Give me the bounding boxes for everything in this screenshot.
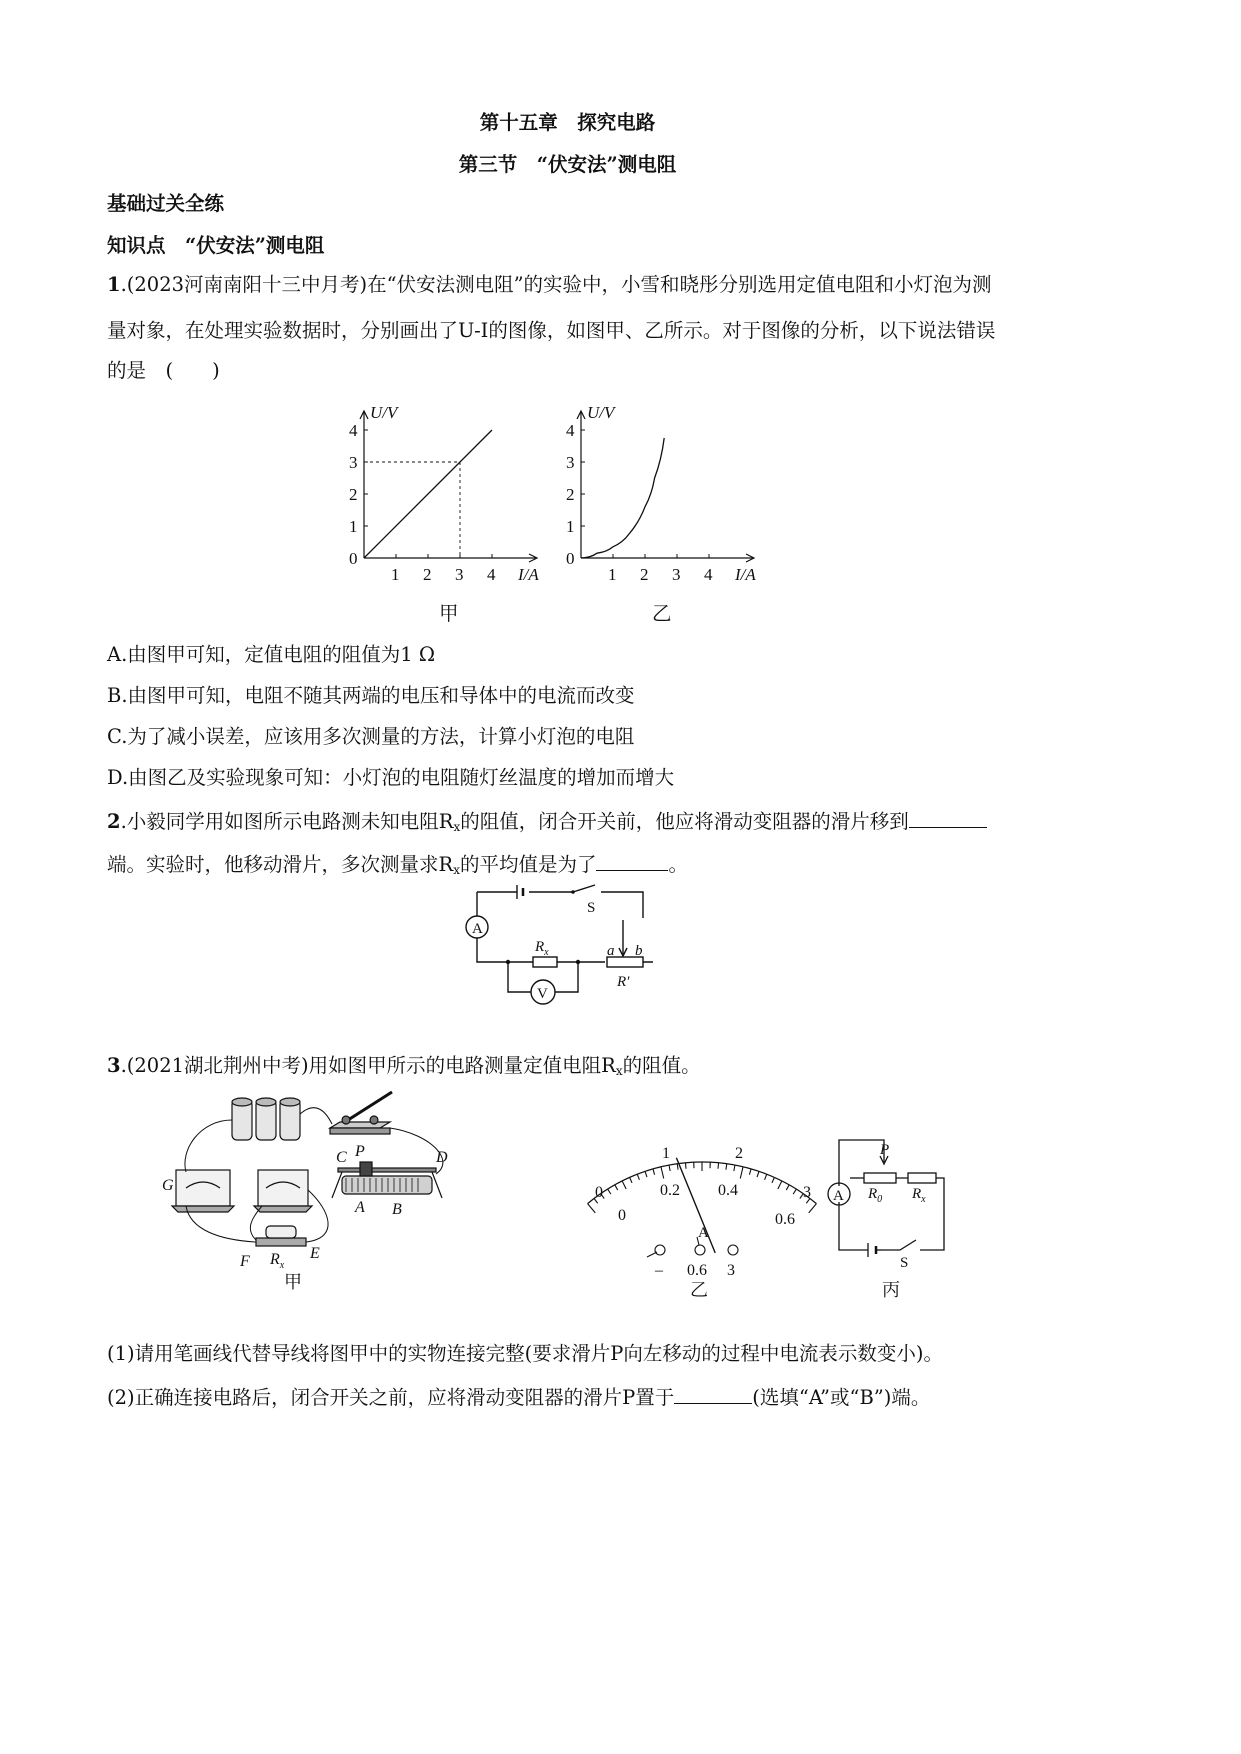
yi-y-tick-label: 1 <box>566 517 575 536</box>
dial-tick <box>757 1171 759 1177</box>
dial-tick <box>677 1164 678 1170</box>
dial-terminals <box>647 1237 738 1257</box>
dial-tick <box>809 1204 817 1213</box>
jia-label-e: E <box>310 1245 320 1262</box>
yi-caption: 乙 <box>690 1280 708 1300</box>
meter-e <box>254 1170 312 1212</box>
q2-text-1: .小毅同学用如图所示电路测未知电阻R <box>120 810 454 833</box>
jia-label-b: B <box>392 1201 402 1218</box>
q3-fig-bing <box>820 1130 960 1300</box>
dial-tick <box>653 1169 655 1175</box>
dial-tick <box>661 1167 664 1179</box>
q1-option-b: B.由图甲可知，电阻不随其两端的电压和导体中的电流而改变 <box>107 684 635 707</box>
dial-tick <box>608 1189 611 1194</box>
chart-jia <box>330 400 560 630</box>
q2-line2 <box>107 852 688 876</box>
q1-option-a: A.由图甲可知，定值电阻的阻值为1 Ω <box>107 643 436 666</box>
q3-number: 3 <box>107 1054 121 1077</box>
jia-y-tick-label: 1 <box>349 517 358 536</box>
q2-voltmeter-label: V <box>537 986 548 1002</box>
chapter-title: 第十五章 探究电路 <box>479 111 656 134</box>
bing-r0-letter: R <box>868 1186 878 1202</box>
dial-tick <box>726 1164 727 1170</box>
q3-sub2-a: (2)正确连接电路后，闭合开关之前，应将滑动变阻器的滑片P置于 <box>107 1386 675 1409</box>
dial-tick <box>630 1177 632 1182</box>
dial-top-3: 3 <box>803 1184 811 1201</box>
junction-left <box>506 960 510 964</box>
q2-rx-sub: x <box>544 947 549 958</box>
jia-y-tick-label: 4 <box>349 421 358 440</box>
q3-sub2 <box>107 1385 930 1408</box>
q1-text-1: .(2023河南南阳十三中月考)在“伏安法测电阻”的实验中，小雪和晓彤分别选用定值电阻和小灯泡为测 <box>120 273 992 296</box>
switch-pivot <box>571 890 575 894</box>
battery-pack <box>232 1098 300 1140</box>
q2-slider-label: R′ <box>617 974 630 990</box>
dial-terminal-minus: – <box>655 1262 663 1279</box>
dial-tick <box>778 1181 782 1189</box>
bing-caption: 丙 <box>882 1280 900 1300</box>
jia-series-line <box>364 430 492 558</box>
rheostat <box>332 1162 442 1198</box>
q2-blank-1[interactable] <box>909 809 987 828</box>
section-title: 第三节 “伏安法”测电阻 <box>458 153 677 176</box>
bing-rx <box>908 1173 936 1183</box>
dial-tick <box>615 1185 618 1190</box>
q2-a-label: a <box>607 943 615 959</box>
jia-label-f: F <box>240 1253 250 1270</box>
jia-x-tick-label: 1 <box>391 565 400 584</box>
switch-blade <box>573 885 595 892</box>
q1-line2: 量对象，在处理实验数据时，分别画出了U-I的图像，如图甲、乙所示。对于图像的分析，以下说法错误 <box>107 319 996 342</box>
q3-sub2-b: (选填“A”或“B”)端。 <box>752 1386 931 1409</box>
yi-y-tick-label: 2 <box>566 485 575 504</box>
bing-r0-label <box>867 1186 882 1205</box>
dial-tick <box>669 1165 670 1171</box>
jia-label-g: G <box>162 1177 174 1194</box>
dial-tick <box>786 1185 789 1190</box>
dial-top-1: 1 <box>662 1145 670 1162</box>
bing-rx-sub: x <box>921 1194 926 1205</box>
chart-yi <box>547 400 777 630</box>
q1-option-c: C.为了减小误差，应该用多次测量的方法，计算小灯泡的电阻 <box>107 725 635 748</box>
q3-line1 <box>107 1056 701 1077</box>
rx-resistor <box>533 957 557 967</box>
q2-ammeter-label: A <box>472 921 483 937</box>
q3-sub-1: x <box>615 1064 623 1078</box>
dial-bottom-06: 0.6 <box>775 1211 795 1228</box>
q1-number: 1 <box>107 273 121 296</box>
dial-tick <box>622 1181 626 1189</box>
jia-origin-label: 0 <box>349 549 358 568</box>
jia-x-label: I/A <box>518 565 539 584</box>
jia-label-p: P <box>355 1143 365 1160</box>
yi-y-label: U/V <box>587 403 615 422</box>
q2-line1 <box>107 809 987 833</box>
q2-text-2b: 的平均值是为了 <box>459 853 597 876</box>
q2-rx-letter: R <box>535 939 545 955</box>
dial-tick <box>749 1169 751 1175</box>
jia-label-c: C <box>336 1149 347 1166</box>
bing-ammeter-label: A <box>833 1188 844 1204</box>
dial-terminal-3: 3 <box>727 1262 735 1279</box>
jia-r-letter: R <box>270 1251 280 1268</box>
q2-text-2c: 。 <box>668 853 688 876</box>
practice-heading: 基础过关全练 <box>107 192 225 215</box>
q2-rx-label <box>534 939 549 958</box>
q2-text-1b: 的阻值，闭合开关前，他应将滑动变阻器的滑片移到 <box>460 810 909 833</box>
jia-x-tick-label: 2 <box>423 565 432 584</box>
chart-yi-caption: 乙 <box>652 602 672 625</box>
knowledge-heading: 知识点 “伏安法”测电阻 <box>107 234 325 257</box>
q3-sub1: (1)请用笔画线代替导线将图甲中的实物连接完整(要求滑片P向左移动的过程中电流表示数变小)。 <box>107 1342 943 1365</box>
yi-x-tick-label: 3 <box>672 565 681 584</box>
q3-blank[interactable] <box>674 1385 752 1404</box>
jia-y-label: U/V <box>370 403 398 422</box>
yi-x-label: I/A <box>735 565 756 584</box>
q2-sub-1: x <box>453 820 461 834</box>
bing-p-label: P <box>880 1142 890 1158</box>
dial-tick <box>740 1167 743 1179</box>
q2-blank-2[interactable] <box>596 852 668 871</box>
yi-y-tick-label: 4 <box>566 421 575 440</box>
knife-switch <box>330 1092 392 1134</box>
jia-label-r <box>269 1251 285 1271</box>
dial-bottom-04: 0.4 <box>718 1182 738 1199</box>
jia-r-sub: x <box>279 1260 285 1271</box>
dial-inner-zero: 0 <box>618 1207 626 1224</box>
dial-needle <box>676 1158 715 1253</box>
wire-right <box>601 892 643 918</box>
q2-circuit <box>455 880 665 1010</box>
q1-option-d: D.由图乙及实验现象可知：小灯泡的电阻随灯丝温度的增加而增大 <box>107 766 675 789</box>
jia-y-tick-label: 2 <box>349 485 358 504</box>
dial-top-2: 2 <box>735 1145 743 1162</box>
meter-g <box>172 1170 234 1212</box>
dial-tick <box>772 1177 774 1182</box>
jia-caption: 甲 <box>284 1272 302 1292</box>
q2-text-2a: 端。实验时，他移动滑片，多次测量求R <box>107 853 454 876</box>
bing-r0 <box>864 1173 896 1183</box>
dial-meter-label: A <box>698 1225 709 1241</box>
dial-tick <box>645 1171 647 1177</box>
q2-sub-2: x <box>453 863 460 877</box>
yi-y-tick-label: 3 <box>566 453 575 472</box>
bing-r0-sub: 0 <box>877 1194 883 1205</box>
yi-x-tick-label: 2 <box>640 565 649 584</box>
q2-number: 2 <box>107 810 121 833</box>
chart-jia-caption: 甲 <box>439 602 459 625</box>
dial-bottom-02: 0.2 <box>660 1182 680 1199</box>
q3-fig-yi <box>585 1135 820 1300</box>
bing-rx-letter: R <box>912 1186 922 1202</box>
jia-label-a: A <box>355 1199 365 1216</box>
rx-resistor-base <box>256 1226 306 1246</box>
dial-left-zero: 0 <box>595 1184 603 1201</box>
dial-ticks <box>588 1162 817 1213</box>
q2-switch-label: S <box>587 900 596 916</box>
yi-origin-label: 0 <box>566 549 575 568</box>
bing-rx-label <box>911 1186 926 1205</box>
yi-x-tick-label: 1 <box>608 565 617 584</box>
jia-x-tick-label: 3 <box>455 565 464 584</box>
dial-tick <box>734 1165 735 1171</box>
q1-line1 <box>107 275 992 295</box>
dial-tick <box>685 1163 686 1169</box>
bing-switch-label: S <box>900 1255 909 1271</box>
q3-fig-jia <box>160 1090 470 1290</box>
yi-series-line <box>581 438 664 558</box>
dial-tick <box>765 1174 767 1180</box>
yi-x-tick-label: 4 <box>704 565 713 584</box>
q3-text-1: .(2021湖北荆州中考)用如图甲所示的电路测量定值电阻R <box>120 1054 616 1077</box>
q1-line3: 的是 ( ) <box>107 359 220 382</box>
wire-left <box>477 892 653 962</box>
bing-wire-loop <box>839 1178 944 1250</box>
jia-label-d: D <box>436 1149 448 1166</box>
q2-b-label: b <box>635 943 643 959</box>
dial-tick <box>637 1174 639 1180</box>
jia-x-tick-label: 4 <box>487 565 496 584</box>
dial-tick <box>793 1189 796 1194</box>
dial-terminal-06: 0.6 <box>687 1262 707 1279</box>
junction-right <box>576 960 580 964</box>
q3-text-1b: 的阻值。 <box>622 1054 701 1077</box>
dial-tick <box>588 1204 596 1213</box>
jia-y-tick-label: 3 <box>349 453 358 472</box>
dial-tick <box>718 1163 719 1169</box>
